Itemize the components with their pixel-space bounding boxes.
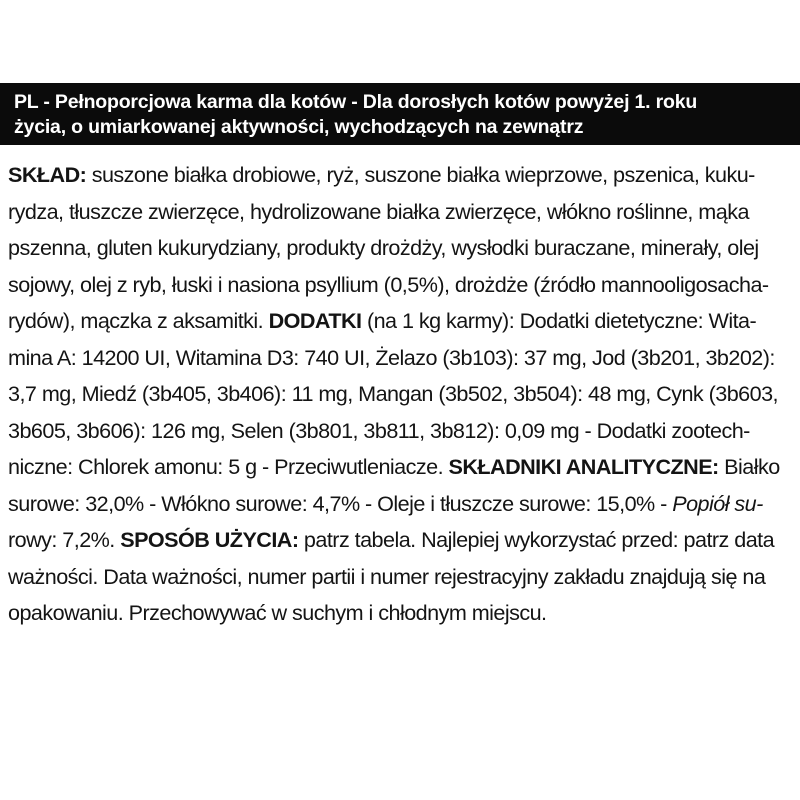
text-run: opakowaniu. Przechowywać w suchym i chłodnym miejscu. — [8, 600, 547, 625]
text-line — [8, 340, 793, 377]
text-line — [8, 376, 793, 413]
text-run: 3,7 mg, Miedź (3b405, 3b406): 11 mg, Mangan (3b502, 3b504): 48 mg, Cynk (3b603, — [8, 381, 779, 406]
text-line — [8, 267, 793, 304]
text-run: sojowy, olej z ryb, łuski i nasiona psyllium (0,5%), drożdże (źródło mannooligosacha- — [8, 271, 769, 297]
text-line — [8, 449, 793, 486]
text-line — [8, 194, 793, 231]
section-heading: SKŁADNIKI ANALITYCZNE: — [448, 454, 719, 479]
text-run: rydów), mączka z aksamitki. — [8, 308, 269, 333]
text-line — [8, 559, 793, 596]
text-run-italic: Popiół su- — [672, 490, 763, 516]
text-run: niczne: Chlorek amonu: 5 g - Przeciwutleniacze. — [8, 454, 449, 479]
text-run: (na 1 kg karmy): Dodatki dietetyczne: Wita- — [361, 308, 757, 333]
text-run: surowe: 32,0% - Włókno surowe: 4,7% - Oleje i tłuszcze surowe: 15,0% - — [8, 490, 673, 516]
text-line — [8, 157, 793, 194]
text-line — [8, 486, 793, 523]
text-run: suszone białka drobiowe, ryż, suszone białka wieprzowe, pszenica, kuku- — [86, 162, 755, 187]
section-heading: DODATKI — [268, 308, 362, 333]
text-line — [8, 595, 793, 632]
text-run: pszenna, gluten kukurydziany, produkty drożdży, wysłodki buraczane, minerały, olej — [8, 235, 759, 260]
text-line — [8, 522, 793, 559]
text-line — [8, 303, 793, 340]
section-heading: SKŁAD: — [8, 162, 87, 187]
header-line-1: PL - Pełnoporcjowa karma dla kotów - Dla dorosłych kotów powyżej 1. roku — [14, 91, 698, 113]
text-line — [8, 230, 793, 267]
text-run: Białko — [718, 454, 780, 479]
text-run: mina A: 14200 UI, Witamina D3: 740 UI, Żelazo (3b103): 37 mg, Jod (3b201, 3b202): — [8, 344, 775, 370]
text-run: 3b605, 3b606): 126 mg, Selen (3b801, 3b811, 3b812): 0,09 mg - Dodatki zootech- — [8, 417, 750, 443]
header-line-2: życia, o umiarkowanej aktywności, wychodzących na zewnątrz — [14, 116, 584, 138]
composition-text — [8, 157, 793, 632]
section-heading: SPOSÓB UŻYCIA: — [120, 527, 299, 552]
text-line — [8, 413, 793, 450]
text-run: rydza, tłuszcze zwierzęce, hydrolizowane białka zwierzęce, włókno roślinne, mąka — [8, 198, 749, 224]
text-run: ważności. Data ważności, numer partii i numer rejestracyjny zakładu znajdują się na — [8, 563, 766, 589]
text-run: rowy: 7,2%. — [8, 527, 121, 552]
text-run: patrz tabela. Najlepiej wykorzystać przed: patrz data — [298, 527, 775, 552]
